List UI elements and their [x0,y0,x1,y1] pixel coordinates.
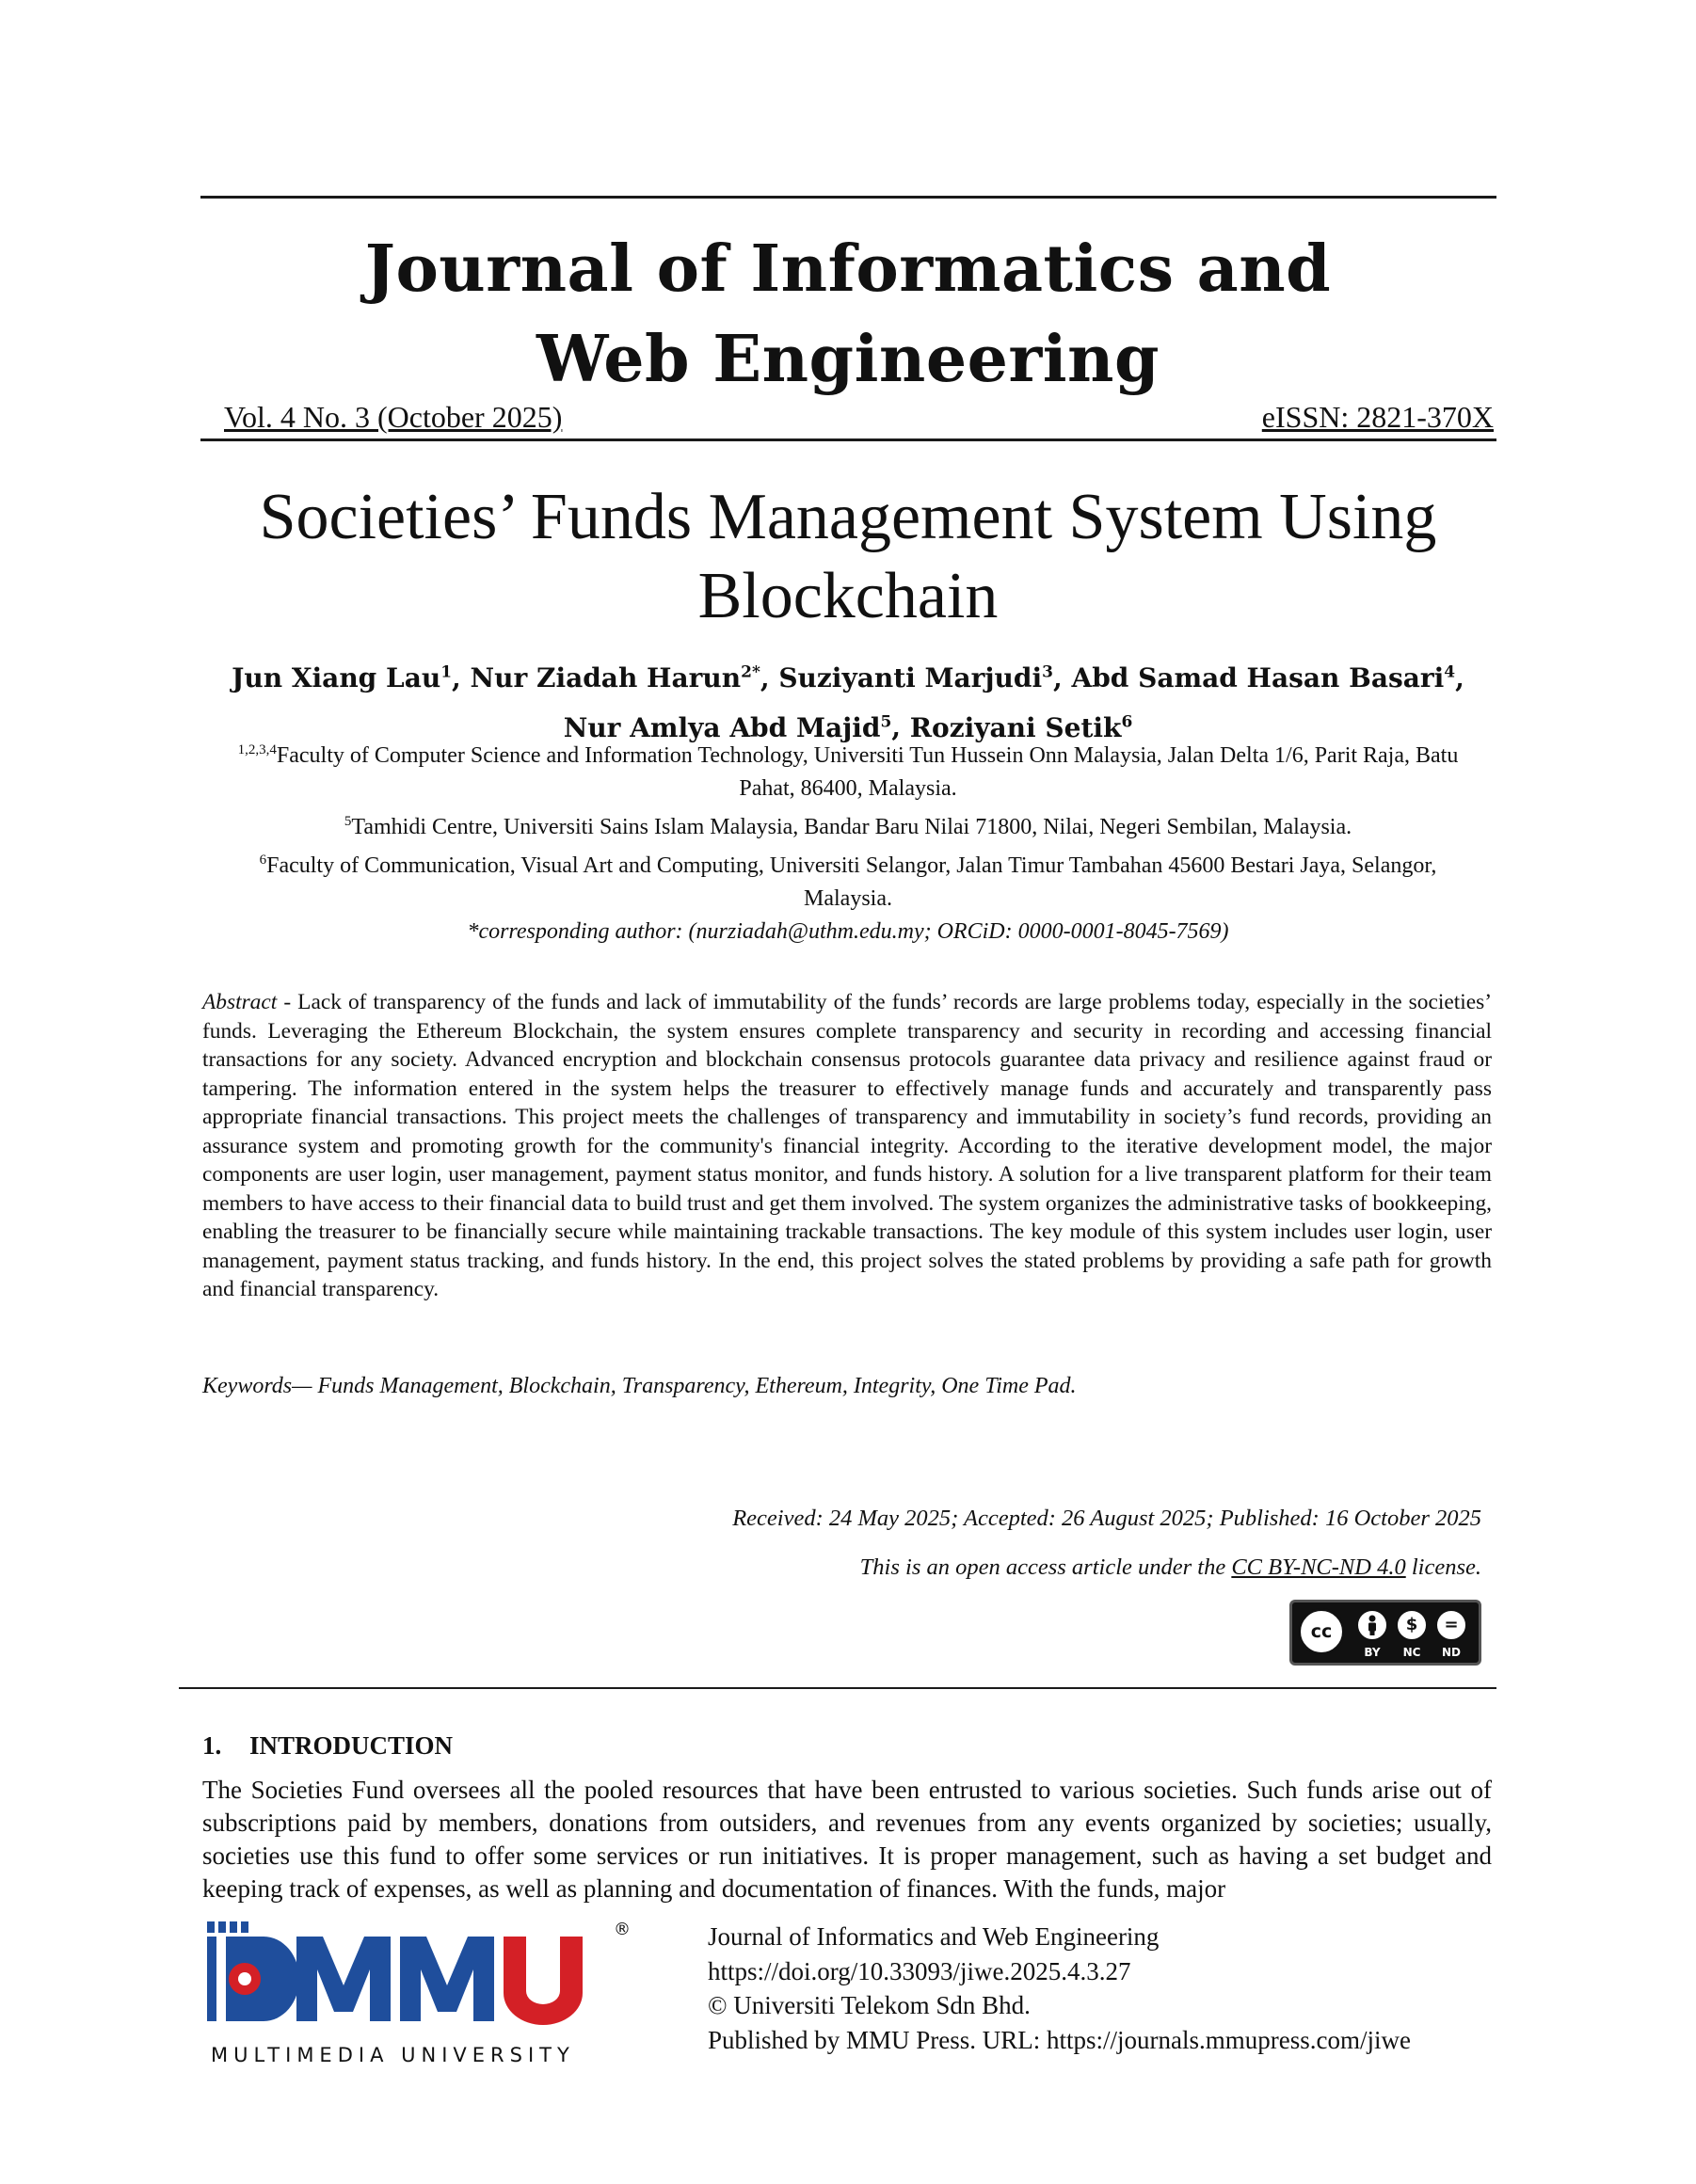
license-note: This is an open access article under the CC BY-NC-ND 4.0 license. [859,1554,1481,1580]
journal-title-line2: Web Engineering [536,322,1160,397]
non-commercial-icon: $ [1396,1609,1428,1641]
abstract-label: Abstract [202,990,278,1014]
publication-dates: Received: 24 May 2025; Accepted: 26 August 2025; Published: 16 October 2025 [732,1506,1481,1531]
footer-publisher: Published by MMU Press. URL: https://journals.mmupress.com/jiwe [708,2025,1411,2054]
nd-label: ND [1441,1646,1461,1659]
abstract [202,988,1492,1304]
cc-icon: cc [1298,1608,1345,1655]
journal-title [0,224,1696,405]
section-number: 1. [202,1731,222,1760]
mmu-logo [207,1920,640,2080]
affiliation: $^5$Tamhidi Centre, Universiti Sains Islam Malaysia, Bandar Baru Nilai 71800, Nilai, Negeri Sembilan, Malaysia. [344,814,1352,839]
nc-label: NC [1402,1646,1421,1659]
license-link[interactable]: CC BY-NC-ND 4.0 [1231,1554,1406,1580]
author: Suziyanti Marjudi$^3$ [778,662,1053,694]
cc-license-badge[interactable] [1289,1600,1481,1666]
section-heading [202,1731,453,1761]
author: Nur Ziadah Harun$^{2*}$ [470,662,760,694]
by-label: BY [1364,1646,1381,1659]
mmu-logo-subtitle: MULTIMEDIA UNIVERSITY [211,2044,575,2066]
author-list: Jun Xiang Lau$^1$, Nur Ziadah Harun$^{2*}$, Suziyanti Marjudi$^3$, Abd Samad Hasan Basari$^4$, Nur Amlya Abd Majid$^5$, Roziyani Setik$^6$ [232,662,1464,743]
affiliation: $^{1,2,3,4}$Faculty of Computer Science and Information Technology, Universiti Tun Hussein Onn Malaysia, Jalan Delta 1/6, Parit Raja, Batu Pahat, 86400, Malaysia. [237,742,1459,801]
header-bottom-rule [200,438,1496,441]
author: Nur Amlya Abd Majid$^5$ [563,711,892,743]
no-derivatives-icon: = [1435,1609,1467,1641]
abstract-text: - Lack of transparency of the funds and lack of immutability of the funds’ records are large problems today, especially in the societies’ funds. Leveraging the Ethereum Blockchain, the system ensures complete transparency and security in recording and accessing financial transactions for any society. Advanced encryption and blockchain consensus protocols guarantee data privacy and resilience against fraud or tampering. The information entered in the system helps the treasurer to effectively manage funds and accurately and transparently pass appropriate financial transactions. This project meets the challenges of transparency and immutability in society’s fund records, providing an assurance system and promoting growth for the community's financial integrity. According to the iterative development model, the major components are user login, user management, payment status monitor, and funds history. A solution for a live transparent platform for their team members to have access to their financial data to build trust and get them involved. The system organizes the administrative tasks of bookkeeping, enabling the treasurer to be financially secure while maintaining trackable transactions. The key module of this system includes user login, user management, payment status tracking, and funds history. In the end, this project solves the stated problems by providing a safe path for growth and financial transparency. [202,990,1492,1301]
affiliation: $^6$Faculty of Communication, Visual Art and Computing, Universiti Selangor, Jalan Timur Tambahan 45600 Bestari Jaya, Selangor, Malaysia. [259,853,1437,911]
journal-title-line1: Journal of Informatics and [364,231,1332,307]
author: Roziyani Setik$^6$ [909,711,1133,743]
footer-citation [708,1920,1411,2057]
keywords: Keywords— Funds Management, Blockchain, Transparency, Ethereum, Integrity, One Time Pad. [202,1374,1077,1398]
affiliations [216,734,1480,949]
mmu-registered-mark: ® [614,1920,631,1939]
journal-volume: Vol. 4 No. 3 (October 2025) [224,400,563,434]
author: Abd Samad Hasan Basari$^4$ [1071,662,1456,694]
footer-journal-name: Journal of Informatics and Web Engineering [708,1922,1160,1951]
corresponding-author: *corresponding author: (nurziadah@uthm.edu.my; ORCiD: 0000-0001-8045-7569) [467,919,1229,944]
paper-title [0,478,1696,636]
by-person-icon [1356,1609,1388,1641]
section-title: INTRODUCTION [249,1731,454,1760]
journal-issn: eISSN: 2821-370X [1261,400,1494,434]
footer-doi[interactable]: https://doi.org/10.33093/jiwe.2025.4.3.27 [708,1956,1131,1985]
author: Jun Xiang Lau$^1$ [232,662,453,694]
section-divider-rule [179,1687,1496,1689]
footer-copyright: © Universiti Telekom Sdn Bhd. [708,1991,1031,2019]
introduction-text: The Societies Fund oversees all the pooled resources that have been entrusted to various societies. Such funds arise out of subscriptions paid by members, donations from outsiders, and revenues from any events organized by societies; usually, societies use this fund to offer some services or run initiatives. It is proper management, such as having a set budget and keeping track of expenses, as well as planning and documentation of finances. With the funds, major [202,1776,1492,1903]
paper-title-line2: Blockchain [697,560,999,632]
header-top-rule [200,196,1496,199]
paper-title-line1: Societies’ Funds Management System Using [259,481,1437,553]
